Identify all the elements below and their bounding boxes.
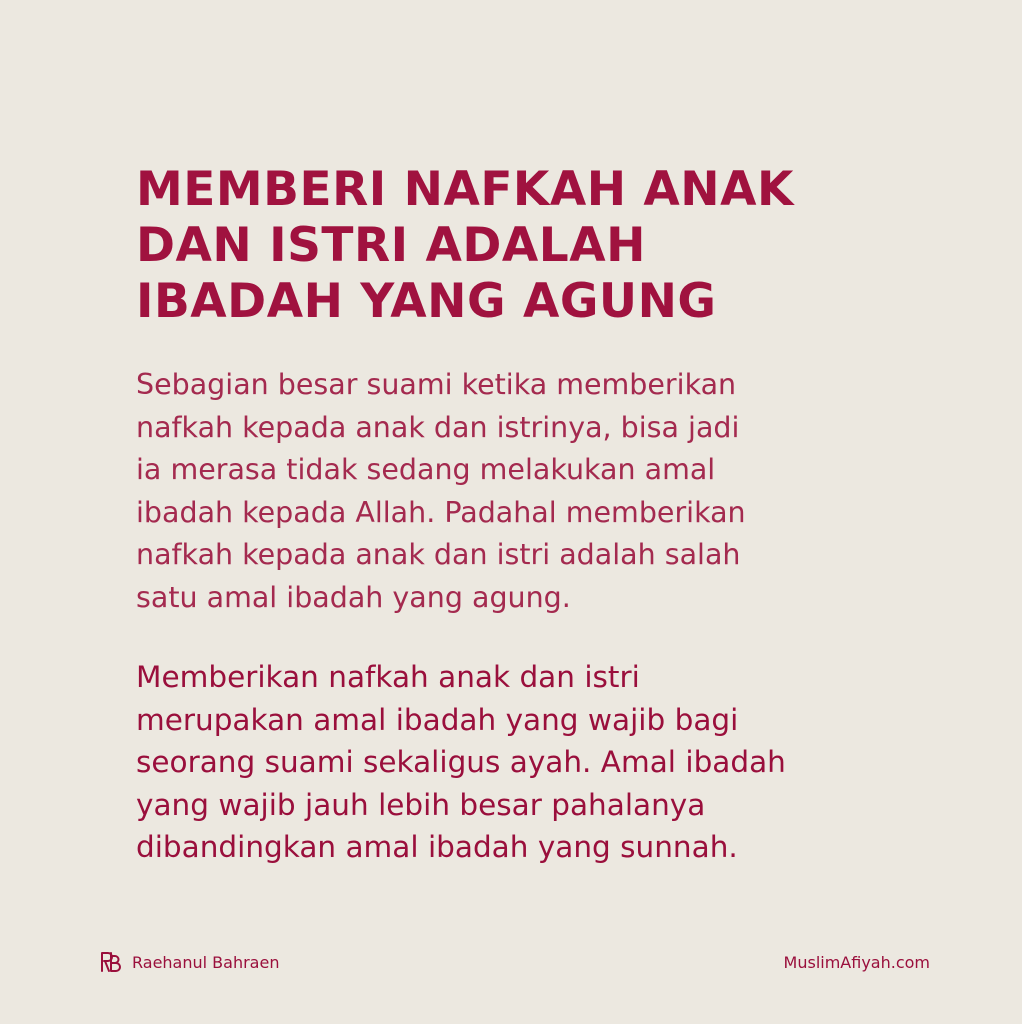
title-line-3: IBADAH YANG AGUNG [136, 274, 717, 329]
title-line-1: MEMBERI NAFKAH ANAK [136, 162, 794, 217]
paragraph1-line: ia merasa tidak sedang melakukan amal [136, 453, 716, 486]
paragraph2-line: Memberikan nafkah anak dan istri [136, 660, 640, 694]
website-link[interactable]: MuslimAfiyah.com [783, 953, 930, 972]
title-line-2: DAN ISTRI ADALAH [136, 218, 646, 273]
paragraph2-line: seorang suami sekaligus ayah. Amal ibadah [136, 745, 786, 779]
paragraph1-line: ibadah kepada Allah. Padahal memberikan [136, 495, 746, 529]
paragraph2-line: yang wajib jauh lebih besar pahalanya [136, 787, 706, 822]
paragraph1-line: nafkah kepada anak dan istrinya, bisa jadi [136, 410, 740, 444]
author-credit [100, 951, 279, 973]
intro-paragraph [136, 364, 876, 619]
author-name: Raehanul Bahraen [132, 952, 280, 972]
page-title [136, 162, 896, 330]
emphasis-paragraph [136, 656, 876, 869]
paragraph1-line: nafkah kepada anak dan istri adalah salah [136, 538, 741, 571]
paragraph1-line: Sebagian besar suami ketika memberikan [136, 368, 737, 401]
paragraph2-line: merupakan amal ibadah yang wajib bagi [136, 702, 739, 737]
rb-monogram-icon [100, 951, 122, 973]
paragraph2-line: dibandingkan amal ibadah yang sunnah. [136, 830, 738, 864]
paragraph1-line: satu amal ibadah yang agung. [136, 580, 571, 614]
